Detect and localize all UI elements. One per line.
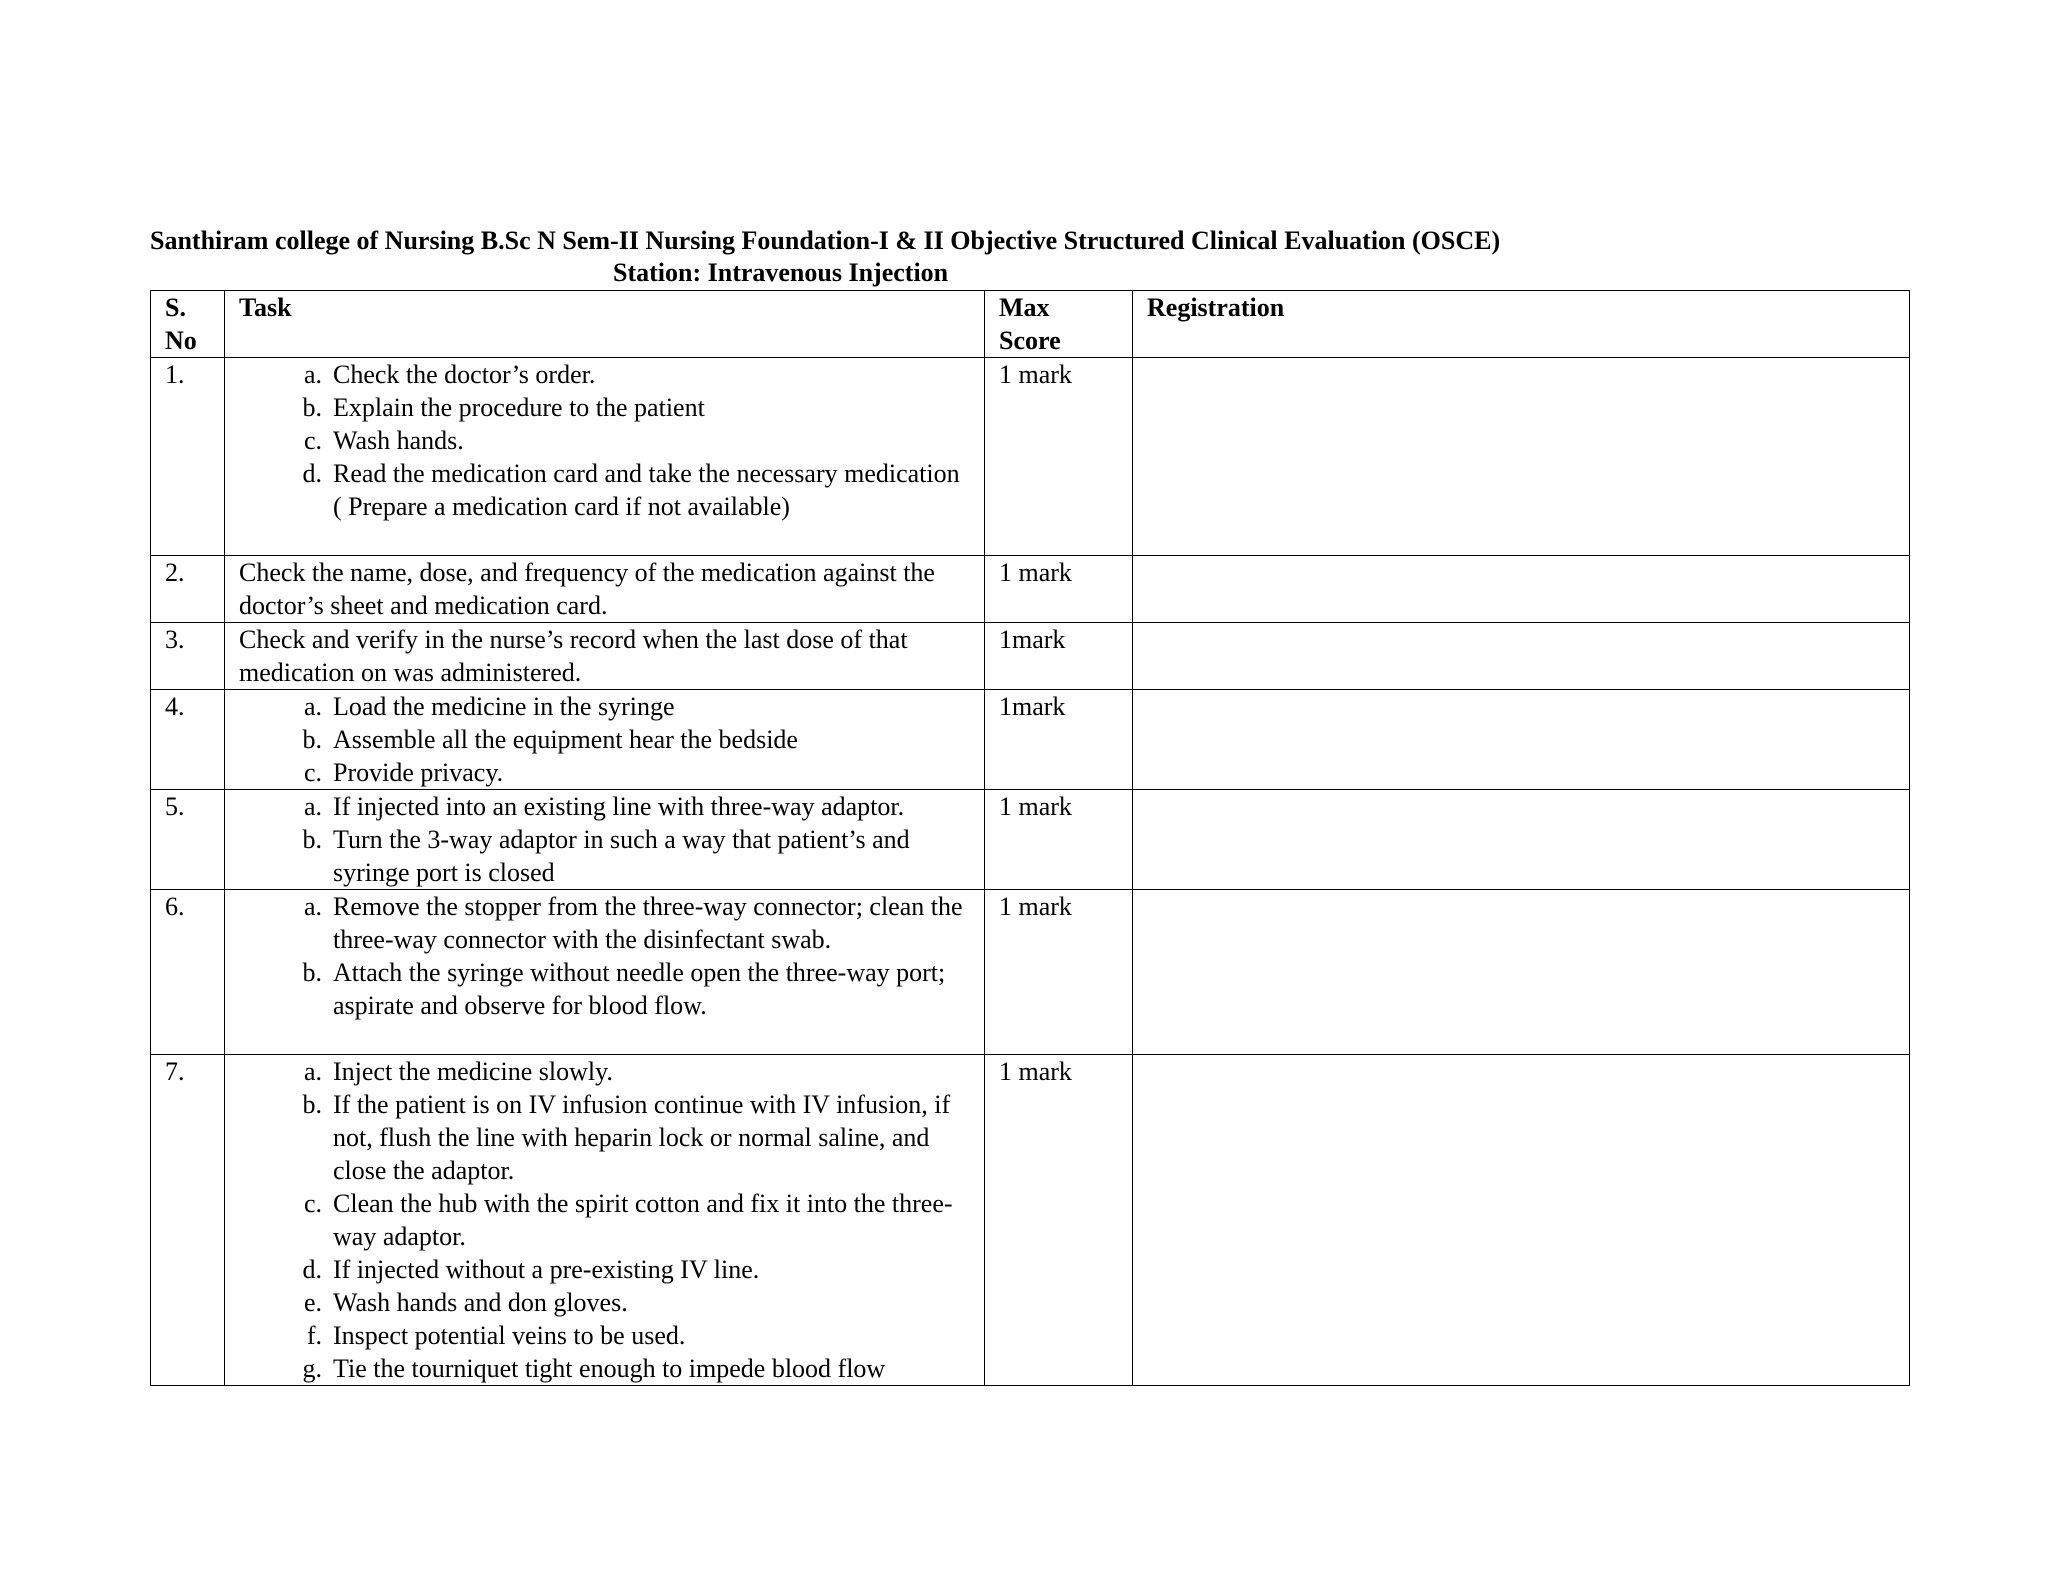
row-max-score: 1 mark xyxy=(985,556,1133,623)
task-subitem xyxy=(286,723,984,756)
task-subitem-text: Check the doctor’s order. xyxy=(333,360,596,389)
document-title: Santhiram college of Nursing B.Sc N Sem-II Nursing Foundation-I & II Objective Structured Clinical Evaluation (OSCE) xyxy=(150,226,1501,255)
task-subitem-list xyxy=(239,1055,984,1385)
task-subitem-text: If injected into an existing line with three-way adaptor. xyxy=(333,792,905,821)
task-subitem xyxy=(286,358,984,391)
header-max-line2: Score xyxy=(999,326,1061,355)
station-title: Station: Intravenous Injection xyxy=(613,258,949,287)
row-registration-cell[interactable] xyxy=(1133,623,1910,690)
task-subitem-text: Tie the tourniquet tight enough to impede blood flow xyxy=(333,1354,886,1383)
task-subitem-label: f. xyxy=(306,1321,322,1350)
task-subitem-text: Assemble all the equipment hear the bedside xyxy=(333,725,798,754)
task-subitem-label: d. xyxy=(302,1255,322,1284)
task-subitem-text: Explain the procedure to the patient xyxy=(333,393,705,422)
table-row xyxy=(151,623,1910,690)
task-subitem-list xyxy=(239,690,984,789)
task-subitem-label: b. xyxy=(302,393,322,422)
task-subitem-text: Wash hands and don gloves. xyxy=(333,1288,628,1317)
row-max-score: 1mark xyxy=(985,623,1133,690)
task-subitem-label: b. xyxy=(302,825,322,854)
table-header-row xyxy=(151,291,1910,358)
task-subitem-label: a. xyxy=(303,892,322,921)
row-registration-cell[interactable] xyxy=(1133,890,1910,1055)
task-subitem xyxy=(286,1352,984,1385)
row-task xyxy=(225,690,985,790)
task-subitem-label: c. xyxy=(303,1189,322,1218)
task-subitem-label: e. xyxy=(303,1288,322,1317)
table-body xyxy=(151,358,1910,1386)
task-subitem-label: b. xyxy=(302,725,322,754)
task-subitem xyxy=(286,890,984,956)
task-subitem-text: If injected without a pre-existing IV line. xyxy=(333,1255,760,1284)
task-subitem xyxy=(286,790,984,823)
task-subitem-label: d. xyxy=(302,459,322,488)
row-task xyxy=(225,890,985,1055)
osce-checklist-table xyxy=(150,290,1910,1386)
task-subitem xyxy=(286,1055,984,1088)
row-max-score: 1 mark xyxy=(985,358,1133,556)
task-subitem xyxy=(286,956,984,1022)
table-row xyxy=(151,890,1910,1055)
row-task xyxy=(225,623,985,690)
task-subitem-label: c. xyxy=(303,758,322,787)
table-row xyxy=(151,556,1910,623)
task-subitem-text: Inject the medicine slowly. xyxy=(333,1057,613,1086)
task-subitem-label: g. xyxy=(302,1354,322,1383)
task-subitem-text: Read the medication card and take the necessary medication ( Prepare a medication card if not available) xyxy=(333,459,960,521)
header-max-score xyxy=(985,291,1133,358)
task-subitem-label: b. xyxy=(302,1090,322,1119)
header-sno-line1: S. xyxy=(165,293,186,322)
task-subitem-text: Load the medicine in the syringe xyxy=(333,692,675,721)
row-serial-number: 1. xyxy=(151,358,225,556)
header-sno xyxy=(151,291,225,358)
task-subitem xyxy=(286,391,984,424)
task-subitem xyxy=(286,1319,984,1352)
task-subitem-text: Turn the 3-way adaptor in such a way that patient’s and syringe port is closed xyxy=(333,825,910,887)
task-subitem xyxy=(286,1286,984,1319)
row-max-score: 1 mark xyxy=(985,790,1133,890)
task-subitem-label: a. xyxy=(303,360,322,389)
row-serial-number: 7. xyxy=(151,1055,225,1386)
row-task xyxy=(225,790,985,890)
task-subitem xyxy=(286,690,984,723)
row-max-score: 1 mark xyxy=(985,1055,1133,1386)
header-registration: Registration xyxy=(1133,291,1910,358)
row-serial-number: 6. xyxy=(151,890,225,1055)
task-subitem-text: Inspect potential veins to be used. xyxy=(333,1321,686,1350)
task-subitem-list xyxy=(239,358,984,523)
header-max-line1: Max xyxy=(999,293,1050,322)
task-subitem-text: If the patient is on IV infusion continue with IV infusion, if not, flush the line with heparin lock or normal saline, and close the adaptor. xyxy=(333,1090,951,1185)
row-task xyxy=(225,358,985,556)
row-registration-cell[interactable] xyxy=(1133,556,1910,623)
task-subitem-text: Wash hands. xyxy=(333,426,464,455)
task-subitem-label: a. xyxy=(303,1057,322,1086)
row-registration-cell[interactable] xyxy=(1133,358,1910,556)
row-serial-number: 4. xyxy=(151,690,225,790)
task-subitem-text: Provide privacy. xyxy=(333,758,504,787)
task-subitem xyxy=(286,1088,984,1187)
task-subitem xyxy=(286,1253,984,1286)
row-task xyxy=(225,556,985,623)
row-task xyxy=(225,1055,985,1386)
row-registration-cell[interactable] xyxy=(1133,790,1910,890)
row-max-score: 1mark xyxy=(985,690,1133,790)
task-subitem xyxy=(286,823,984,889)
task-subitem-text: Clean the hub with the spirit cotton and fix it into the three-way adaptor. xyxy=(333,1189,953,1251)
task-text: Check the name, dose, and frequency of the medication against the doctor’s sheet and medication card. xyxy=(239,558,935,620)
row-max-score: 1 mark xyxy=(985,890,1133,1055)
task-subitem-label: a. xyxy=(303,792,322,821)
row-serial-number: 2. xyxy=(151,556,225,623)
table-row xyxy=(151,358,1910,556)
task-text: Check and verify in the nurse’s record when the last dose of that medication on was administered. xyxy=(239,625,908,687)
row-serial-number: 3. xyxy=(151,623,225,690)
task-subitem-list xyxy=(239,790,984,889)
task-subitem-label: b. xyxy=(302,958,322,987)
task-subitem xyxy=(286,756,984,789)
task-subitem xyxy=(286,424,984,457)
task-subitem-label: c. xyxy=(303,426,322,455)
task-subitem xyxy=(286,1187,984,1253)
task-subitem xyxy=(286,457,984,523)
row-registration-cell[interactable] xyxy=(1133,690,1910,790)
header-sno-line2: No xyxy=(165,326,197,355)
task-subitem-label: a. xyxy=(303,692,322,721)
table-row xyxy=(151,690,1910,790)
table-row xyxy=(151,1055,1910,1386)
task-subitem-list xyxy=(239,890,984,1022)
row-serial-number: 5. xyxy=(151,790,225,890)
header-task: Task xyxy=(225,291,985,358)
task-subitem-text: Attach the syringe without needle open the three-way port; aspirate and observe for blood flow. xyxy=(333,958,946,1020)
table-row xyxy=(151,790,1910,890)
task-subitem-text: Remove the stopper from the three-way connector; clean the three-way connector with the disinfectant swab. xyxy=(333,892,963,954)
row-registration-cell[interactable] xyxy=(1133,1055,1910,1386)
